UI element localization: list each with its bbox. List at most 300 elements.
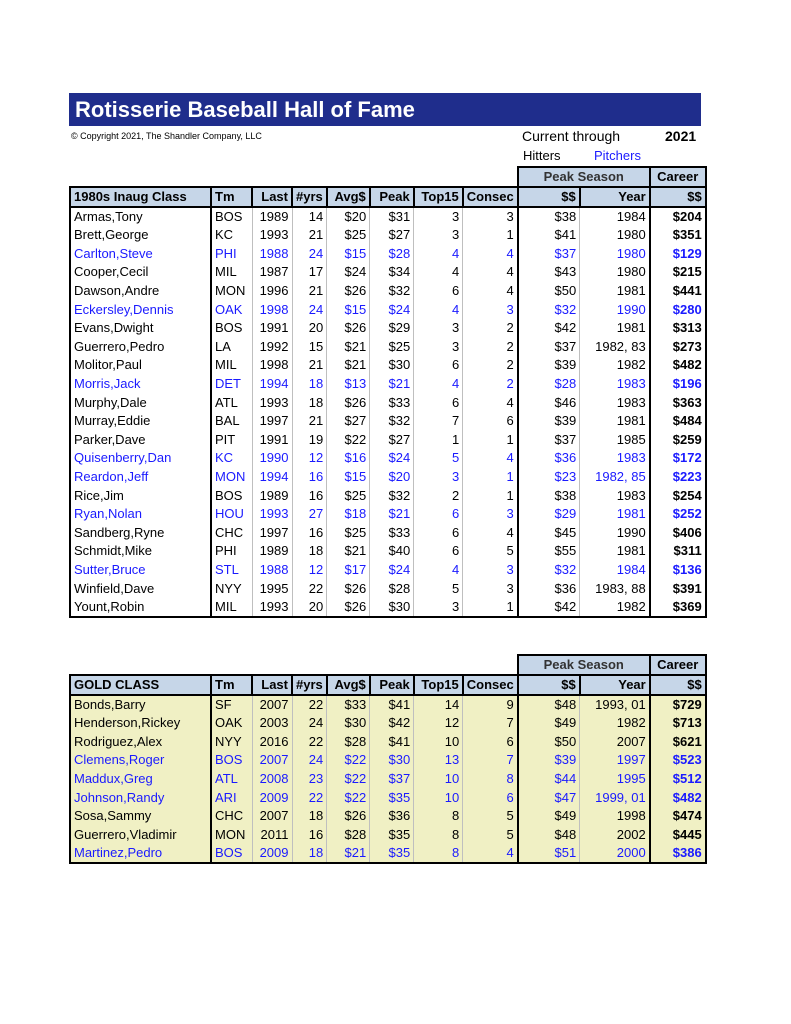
top15: 4	[414, 375, 463, 394]
years: 21	[292, 226, 327, 245]
last-year: 1993	[252, 226, 292, 245]
table-row	[70, 524, 706, 543]
peak-dollars: $35	[370, 788, 414, 807]
last-year: 1987	[252, 263, 292, 282]
peak-season-dollars: $48	[518, 826, 580, 845]
team: NYY	[211, 733, 252, 752]
career-dollars: $259	[650, 431, 706, 450]
table-row	[70, 598, 706, 617]
last-year: 2009	[252, 788, 292, 807]
peak-season-year: 1983	[580, 375, 650, 394]
top15: 3	[414, 319, 463, 338]
col-avg: Avg$	[327, 675, 370, 695]
peak-season-year: 1982	[580, 356, 650, 375]
col-last: Last	[252, 675, 292, 695]
peak-season-year: 1981	[580, 505, 650, 524]
consec: 2	[463, 319, 518, 338]
last-year: 1998	[252, 356, 292, 375]
peak-season-dollars: $39	[518, 356, 580, 375]
player-name: Dawson,Andre	[70, 282, 211, 301]
avg-dollars: $25	[327, 486, 370, 505]
last-year: 1997	[252, 524, 292, 543]
table-row	[70, 226, 706, 245]
top15: 6	[414, 505, 463, 524]
consec: 6	[463, 733, 518, 752]
consec: 6	[463, 788, 518, 807]
avg-dollars: $22	[327, 788, 370, 807]
team: STL	[211, 561, 252, 580]
player-name: Brett,George	[70, 226, 211, 245]
page-title: Rotisserie Baseball Hall of Fame	[69, 93, 701, 126]
last-year: 2007	[252, 695, 292, 714]
col-tm: Tm	[211, 675, 252, 695]
years: 18	[292, 844, 327, 863]
table-row	[70, 319, 706, 338]
peak-season-year: 1985	[580, 431, 650, 450]
career-header: Career	[650, 655, 706, 675]
gold-group-header-row	[70, 655, 706, 675]
peak-season-year: 1981	[580, 542, 650, 561]
peak-season-dollars: $32	[518, 561, 580, 580]
peak-season-dollars: $55	[518, 542, 580, 561]
player-name: Maddux,Greg	[70, 770, 211, 789]
years: 22	[292, 695, 327, 714]
peak-dollars: $24	[370, 300, 414, 319]
last-year: 2011	[252, 826, 292, 845]
player-name: Schmidt,Mike	[70, 542, 211, 561]
top15: 3	[414, 598, 463, 617]
career-dollars: $523	[650, 751, 706, 770]
top15: 2	[414, 486, 463, 505]
player-name: Evans,Dwight	[70, 319, 211, 338]
top15: 7	[414, 412, 463, 431]
col-yrs: #yrs	[292, 675, 327, 695]
consec: 2	[463, 338, 518, 357]
player-name: Bonds,Barry	[70, 695, 211, 714]
consec: 4	[463, 449, 518, 468]
team: BOS	[211, 486, 252, 505]
consec: 4	[463, 524, 518, 543]
avg-dollars: $22	[327, 431, 370, 450]
avg-dollars: $33	[327, 695, 370, 714]
career-dollars: $406	[650, 524, 706, 543]
years: 18	[292, 542, 327, 561]
player-name: Murray,Eddie	[70, 412, 211, 431]
years: 24	[292, 300, 327, 319]
peak-season-header: Peak Season	[518, 167, 650, 187]
col-consec: Consec	[463, 187, 518, 207]
team: MIL	[211, 598, 252, 617]
years: 12	[292, 449, 327, 468]
peak-season-dollars: $41	[518, 226, 580, 245]
peak-season-dollars: $29	[518, 505, 580, 524]
career-dollars: $512	[650, 770, 706, 789]
peak-season-dollars: $45	[518, 524, 580, 543]
top15: 5	[414, 449, 463, 468]
player-name: Murphy,Dale	[70, 393, 211, 412]
peak-season-dollars: $46	[518, 393, 580, 412]
top15: 8	[414, 807, 463, 826]
years: 18	[292, 393, 327, 412]
career-dollars: $391	[650, 579, 706, 598]
years: 15	[292, 338, 327, 357]
last-year: 1993	[252, 598, 292, 617]
peak-season-dollars: $48	[518, 695, 580, 714]
career-header: Career	[650, 167, 706, 187]
top15: 6	[414, 282, 463, 301]
peak-season-dollars: $38	[518, 207, 580, 226]
player-name: Carlton,Steve	[70, 245, 211, 264]
last-year: 1993	[252, 505, 292, 524]
consec: 3	[463, 579, 518, 598]
career-dollars: $254	[650, 486, 706, 505]
years: 16	[292, 524, 327, 543]
consec: 9	[463, 695, 518, 714]
team: MON	[211, 826, 252, 845]
col-yrs: #yrs	[292, 187, 327, 207]
last-year: 1989	[252, 207, 292, 226]
top15: 4	[414, 245, 463, 264]
table-row	[70, 695, 706, 714]
team: PHI	[211, 245, 252, 264]
peak-season-dollars: $23	[518, 468, 580, 487]
player-name: Martinez,Pedro	[70, 844, 211, 863]
consec: 1	[463, 468, 518, 487]
player-name: Sosa,Sammy	[70, 807, 211, 826]
team: MON	[211, 282, 252, 301]
table-row	[70, 486, 706, 505]
current-through-label: Current through	[522, 128, 621, 144]
top15: 1	[414, 431, 463, 450]
avg-dollars: $13	[327, 375, 370, 394]
player-name: Reardon,Jeff	[70, 468, 211, 487]
table-row	[70, 751, 706, 770]
team: ARI	[211, 788, 252, 807]
player-name: Eckersley,Dennis	[70, 300, 211, 319]
consec: 1	[463, 226, 518, 245]
peak-dollars: $27	[370, 431, 414, 450]
legend-pitchers: Pitchers	[594, 148, 641, 163]
avg-dollars: $27	[327, 412, 370, 431]
last-year: 1989	[252, 486, 292, 505]
last-year: 1988	[252, 245, 292, 264]
years: 16	[292, 468, 327, 487]
avg-dollars: $21	[327, 844, 370, 863]
table-row	[70, 714, 706, 733]
top15: 6	[414, 393, 463, 412]
consec: 5	[463, 826, 518, 845]
consec: 3	[463, 505, 518, 524]
consec: 1	[463, 431, 518, 450]
col-career-dollars: $$	[650, 187, 706, 207]
consec: 5	[463, 542, 518, 561]
peak-season-dollars: $51	[518, 844, 580, 863]
col-peak-year: Year	[580, 187, 650, 207]
career-dollars: $445	[650, 826, 706, 845]
gold-class-table	[69, 654, 707, 864]
peak-dollars: $28	[370, 245, 414, 264]
top15: 5	[414, 579, 463, 598]
peak-season-year: 1993, 01	[580, 695, 650, 714]
peak-dollars: $30	[370, 751, 414, 770]
peak-season-year: 1980	[580, 263, 650, 282]
consec: 8	[463, 770, 518, 789]
peak-dollars: $41	[370, 695, 414, 714]
peak-season-year: 1980	[580, 226, 650, 245]
consec: 7	[463, 714, 518, 733]
peak-season-year: 1981	[580, 282, 650, 301]
table-row	[70, 542, 706, 561]
team: MON	[211, 468, 252, 487]
team: MIL	[211, 356, 252, 375]
years: 22	[292, 788, 327, 807]
top15: 4	[414, 300, 463, 319]
table-row	[70, 579, 706, 598]
years: 24	[292, 714, 327, 733]
last-year: 1991	[252, 319, 292, 338]
peak-season-year: 1983	[580, 393, 650, 412]
career-dollars: $369	[650, 598, 706, 617]
peak-dollars: $36	[370, 807, 414, 826]
peak-season-dollars: $49	[518, 714, 580, 733]
top15: 10	[414, 788, 463, 807]
last-year: 1993	[252, 393, 292, 412]
avg-dollars: $22	[327, 770, 370, 789]
peak-season-dollars: $50	[518, 733, 580, 752]
years: 21	[292, 356, 327, 375]
player-name: Quisenberry,Dan	[70, 449, 211, 468]
peak-season-year: 1981	[580, 319, 650, 338]
player-name: Ryan,Nolan	[70, 505, 211, 524]
career-dollars: $484	[650, 412, 706, 431]
col-last: Last	[252, 187, 292, 207]
avg-dollars: $25	[327, 226, 370, 245]
col-consec: Consec	[463, 675, 518, 695]
consec: 1	[463, 486, 518, 505]
peak-dollars: $41	[370, 733, 414, 752]
team: BOS	[211, 319, 252, 338]
avg-dollars: $21	[327, 542, 370, 561]
player-name: Sandberg,Ryne	[70, 524, 211, 543]
career-dollars: $313	[650, 319, 706, 338]
player-name: Guerrero,Vladimir	[70, 826, 211, 845]
inaug-group-header-row	[70, 167, 706, 187]
career-dollars: $311	[650, 542, 706, 561]
team: ATL	[211, 393, 252, 412]
player-name: Winfield,Dave	[70, 579, 211, 598]
player-name: Morris,Jack	[70, 375, 211, 394]
table-row	[70, 468, 706, 487]
col-top15: Top15	[414, 187, 463, 207]
top15: 6	[414, 524, 463, 543]
table-row	[70, 826, 706, 845]
avg-dollars: $20	[327, 207, 370, 226]
table-row	[70, 245, 706, 264]
consec: 4	[463, 245, 518, 264]
peak-season-dollars: $37	[518, 338, 580, 357]
avg-dollars: $26	[327, 807, 370, 826]
table-row	[70, 393, 706, 412]
peak-season-year: 1998	[580, 807, 650, 826]
peak-season-year: 1990	[580, 524, 650, 543]
peak-season-dollars: $49	[518, 807, 580, 826]
table-row	[70, 431, 706, 450]
peak-season-year: 1981	[580, 412, 650, 431]
years: 14	[292, 207, 327, 226]
player-name: Rodriguez,Alex	[70, 733, 211, 752]
peak-season-dollars: $43	[518, 263, 580, 282]
peak-dollars: $33	[370, 524, 414, 543]
player-name: Guerrero,Pedro	[70, 338, 211, 357]
peak-dollars: $25	[370, 338, 414, 357]
team: BOS	[211, 207, 252, 226]
peak-season-dollars: $37	[518, 245, 580, 264]
team: PHI	[211, 542, 252, 561]
peak-season-year: 1982	[580, 598, 650, 617]
career-dollars: $441	[650, 282, 706, 301]
avg-dollars: $25	[327, 524, 370, 543]
player-name: Rice,Jim	[70, 486, 211, 505]
peak-dollars: $32	[370, 412, 414, 431]
legend-hitters: Hitters	[523, 148, 561, 163]
col-avg: Avg$	[327, 187, 370, 207]
team: NYY	[211, 579, 252, 598]
peak-dollars: $24	[370, 449, 414, 468]
peak-season-dollars: $39	[518, 412, 580, 431]
last-year: 2007	[252, 751, 292, 770]
career-dollars: $386	[650, 844, 706, 863]
peak-season-year: 1982	[580, 714, 650, 733]
avg-dollars: $17	[327, 561, 370, 580]
career-dollars: $729	[650, 695, 706, 714]
table-row	[70, 375, 706, 394]
team: CHC	[211, 524, 252, 543]
peak-dollars: $32	[370, 486, 414, 505]
peak-dollars: $30	[370, 598, 414, 617]
last-year: 2008	[252, 770, 292, 789]
career-dollars: $215	[650, 263, 706, 282]
years: 24	[292, 245, 327, 264]
years: 21	[292, 282, 327, 301]
peak-season-dollars: $37	[518, 431, 580, 450]
consec: 3	[463, 207, 518, 226]
peak-season-year: 2000	[580, 844, 650, 863]
peak-dollars: $21	[370, 505, 414, 524]
years: 18	[292, 375, 327, 394]
career-dollars: $136	[650, 561, 706, 580]
last-year: 1994	[252, 375, 292, 394]
career-dollars: $172	[650, 449, 706, 468]
peak-dollars: $34	[370, 263, 414, 282]
last-year: 2003	[252, 714, 292, 733]
player-name: Molitor,Paul	[70, 356, 211, 375]
career-dollars: $129	[650, 245, 706, 264]
peak-season-dollars: $47	[518, 788, 580, 807]
years: 22	[292, 733, 327, 752]
col-peak-year: Year	[580, 675, 650, 695]
top15: 13	[414, 751, 463, 770]
years: 17	[292, 263, 327, 282]
career-dollars: $621	[650, 733, 706, 752]
peak-dollars: $31	[370, 207, 414, 226]
years: 21	[292, 412, 327, 431]
table-row	[70, 207, 706, 226]
table-row	[70, 356, 706, 375]
last-year: 1995	[252, 579, 292, 598]
col-peak: Peak	[370, 675, 414, 695]
player-name: Sutter,Bruce	[70, 561, 211, 580]
last-year: 2016	[252, 733, 292, 752]
years: 22	[292, 579, 327, 598]
consec: 6	[463, 412, 518, 431]
table-row	[70, 282, 706, 301]
last-year: 1990	[252, 449, 292, 468]
last-year: 1998	[252, 300, 292, 319]
top15: 10	[414, 733, 463, 752]
career-dollars: $204	[650, 207, 706, 226]
consec: 3	[463, 300, 518, 319]
peak-season-dollars: $38	[518, 486, 580, 505]
consec: 5	[463, 807, 518, 826]
peak-dollars: $40	[370, 542, 414, 561]
peak-season-year: 1997	[580, 751, 650, 770]
career-dollars: $273	[650, 338, 706, 357]
top15: 6	[414, 542, 463, 561]
avg-dollars: $28	[327, 733, 370, 752]
avg-dollars: $21	[327, 338, 370, 357]
col-career-dollars: $$	[650, 675, 706, 695]
player-name: Henderson,Rickey	[70, 714, 211, 733]
career-dollars: $713	[650, 714, 706, 733]
career-dollars: $252	[650, 505, 706, 524]
top15: 4	[414, 561, 463, 580]
top15: 12	[414, 714, 463, 733]
team: LA	[211, 338, 252, 357]
peak-dollars: $29	[370, 319, 414, 338]
avg-dollars: $26	[327, 319, 370, 338]
top15: 4	[414, 263, 463, 282]
peak-season-dollars: $42	[518, 598, 580, 617]
last-year: 1989	[252, 542, 292, 561]
peak-dollars: $27	[370, 226, 414, 245]
top15: 6	[414, 356, 463, 375]
top15: 8	[414, 826, 463, 845]
table-row	[70, 770, 706, 789]
table-row	[70, 449, 706, 468]
col-tm: Tm	[211, 187, 252, 207]
peak-season-year: 1982, 83	[580, 338, 650, 357]
table-row	[70, 300, 706, 319]
team: HOU	[211, 505, 252, 524]
gold-column-header-row	[70, 675, 706, 695]
player-name: Clemens,Roger	[70, 751, 211, 770]
years: 16	[292, 486, 327, 505]
peak-season-dollars: $36	[518, 579, 580, 598]
col-peak-dollars: $$	[518, 675, 580, 695]
peak-dollars: $42	[370, 714, 414, 733]
career-dollars: $482	[650, 356, 706, 375]
last-year: 1997	[252, 412, 292, 431]
peak-season-year: 1983, 88	[580, 579, 650, 598]
consec: 7	[463, 751, 518, 770]
consec: 3	[463, 561, 518, 580]
table-row	[70, 561, 706, 580]
peak-season-year: 1983	[580, 486, 650, 505]
peak-season-dollars: $50	[518, 282, 580, 301]
col-peak: Peak	[370, 187, 414, 207]
player-name: Parker,Dave	[70, 431, 211, 450]
avg-dollars: $15	[327, 245, 370, 264]
